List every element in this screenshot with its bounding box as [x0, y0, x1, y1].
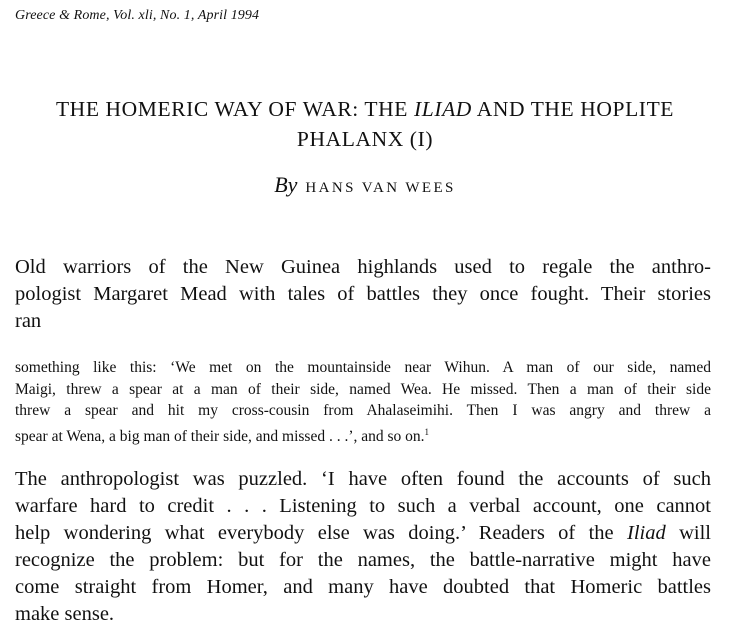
footnote-marker: 1 — [424, 426, 430, 437]
article-title-line-2: PHALANX (I) — [296, 127, 434, 151]
text-line: Old warriors of the New Guinea highlands used to regale the anthro- — [15, 256, 711, 278]
text-line: come straight from Homer, and many have doubted that Homeric battles — [15, 576, 711, 598]
quote-line: something like this: ‘We met on the mountainside near Wihun. A man of our side, named — [15, 359, 711, 376]
title-italic-iliad: ILIAD — [414, 97, 472, 121]
byline — [0, 172, 730, 198]
by-label: By — [274, 172, 298, 197]
text-line: pologist Margaret Mead with tales of battles they once fought. Their stories — [15, 283, 711, 305]
paragraph-3 — [15, 466, 711, 628]
text-line: The anthropologist was puzzled. ‘I have often found the accounts of such — [15, 468, 711, 490]
author-name: HANS VAN WEES — [305, 180, 456, 196]
paragraph-1 — [15, 254, 711, 335]
text-segment: help wondering what everybody else was doing.’ Readers of the — [15, 522, 628, 544]
italic-iliad: Iliad — [627, 522, 666, 544]
quote-line: Maigi, threw a spear at a man of their side, named Wea. He missed. Then a man of their side — [15, 380, 711, 398]
article-title-line-1 — [0, 94, 730, 124]
title-part-2: AND THE HOPLITE — [471, 97, 675, 121]
text-line: recognize the problem: but for the names, the battle-narrative might have — [15, 549, 711, 571]
journal-citation: Greece & Rome, Vol. xli, No. 1, April 1994 — [15, 8, 260, 23]
text-line: ran — [15, 310, 42, 332]
quote-last-text: spear at Wena, a big man of their side, and missed . . .’, and so on. — [15, 427, 425, 445]
text-line: make sense. — [15, 603, 115, 625]
quote-line: threw a spear and hit my cross-cousin from Ahalaseimihi. Then I was angry and threw a — [15, 402, 711, 419]
quote-line-last — [15, 422, 711, 448]
block-quote — [15, 357, 711, 447]
text-line: warfare hard to credit . . . Listening to such a verbal account, one cannot — [15, 495, 711, 517]
text-segment: will — [665, 522, 711, 544]
text-line-with-italic — [15, 520, 711, 547]
title-part-1: THE HOMERIC WAY OF WAR: THE — [55, 97, 414, 121]
